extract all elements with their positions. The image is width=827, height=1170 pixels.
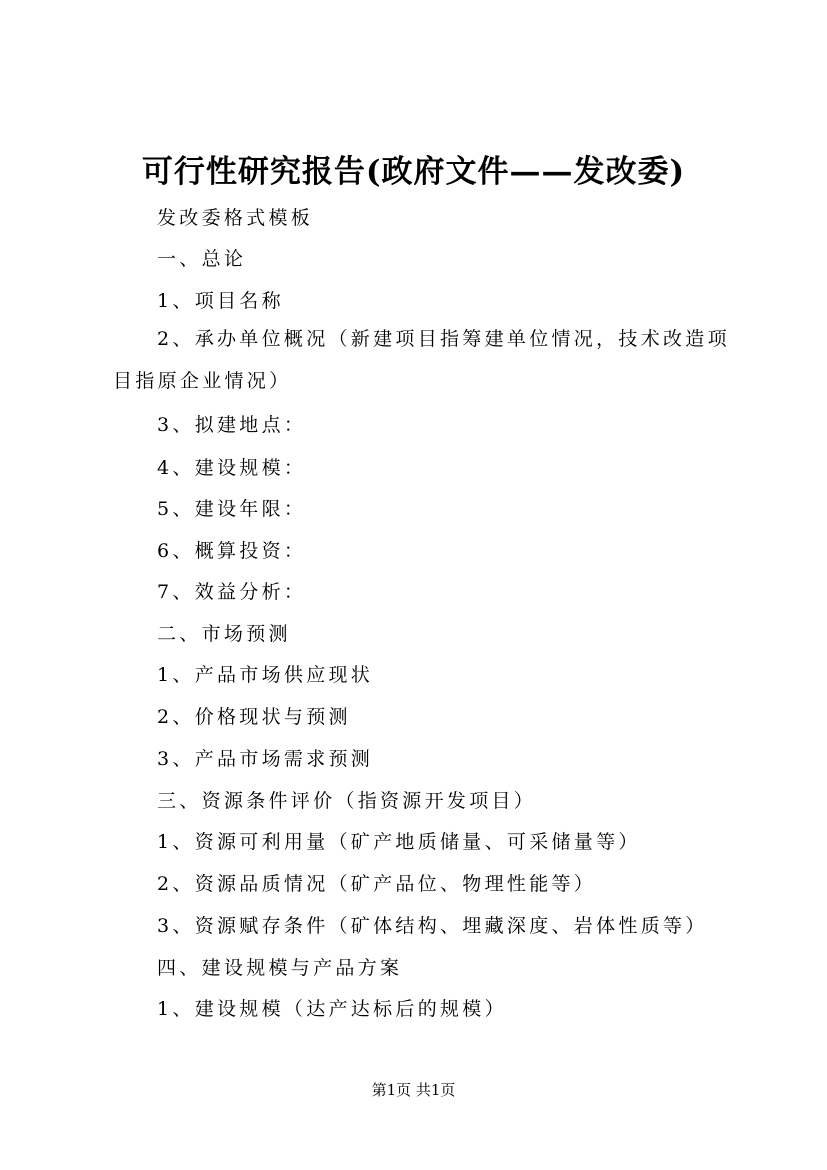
- document-title: 可行性研究报告(政府文件——发改委): [141, 154, 686, 190]
- item-line: 4、建设规模：: [157, 457, 307, 479]
- item-line: 3、产品市场需求预测: [157, 748, 374, 770]
- section-heading: 四、建设规模与产品方案: [157, 957, 403, 979]
- item-line: 1、建设规模（达产达标后的规模）: [157, 998, 507, 1020]
- section-heading: 二、市场预测: [157, 623, 291, 645]
- item-line: 7、效益分析：: [157, 581, 307, 603]
- section-heading: 一、总论: [157, 248, 247, 270]
- subtitle-line: 发改委格式模板: [157, 207, 314, 229]
- item-line: 1、产品市场供应现状: [157, 664, 374, 686]
- item-line: 1、项目名称: [157, 290, 284, 312]
- item-line: 2、价格现状与预测: [157, 706, 351, 728]
- page-footer: 第1页 共1页: [371, 1081, 456, 1099]
- section-heading: 三、资源条件评价（指资源开发项目）: [157, 790, 537, 812]
- item-line: 5、建设年限：: [157, 498, 307, 520]
- item-line-wrapped: 2、承办单位概况（新建项目指筹建单位情况，技术改造项目指原企业情况）: [113, 328, 730, 392]
- item-line: 2、资源品质情况（矿产品位、物理性能等）: [157, 873, 597, 895]
- item-line: 3、拟建地点：: [157, 414, 307, 436]
- item-line: 6、概算投资：: [157, 540, 307, 562]
- item-line: 3、资源赋存条件（矿体结构、埋藏深度、岩体性质等）: [157, 915, 708, 937]
- item-line: 1、资源可利用量（矿产地质储量、可采储量等）: [157, 831, 641, 853]
